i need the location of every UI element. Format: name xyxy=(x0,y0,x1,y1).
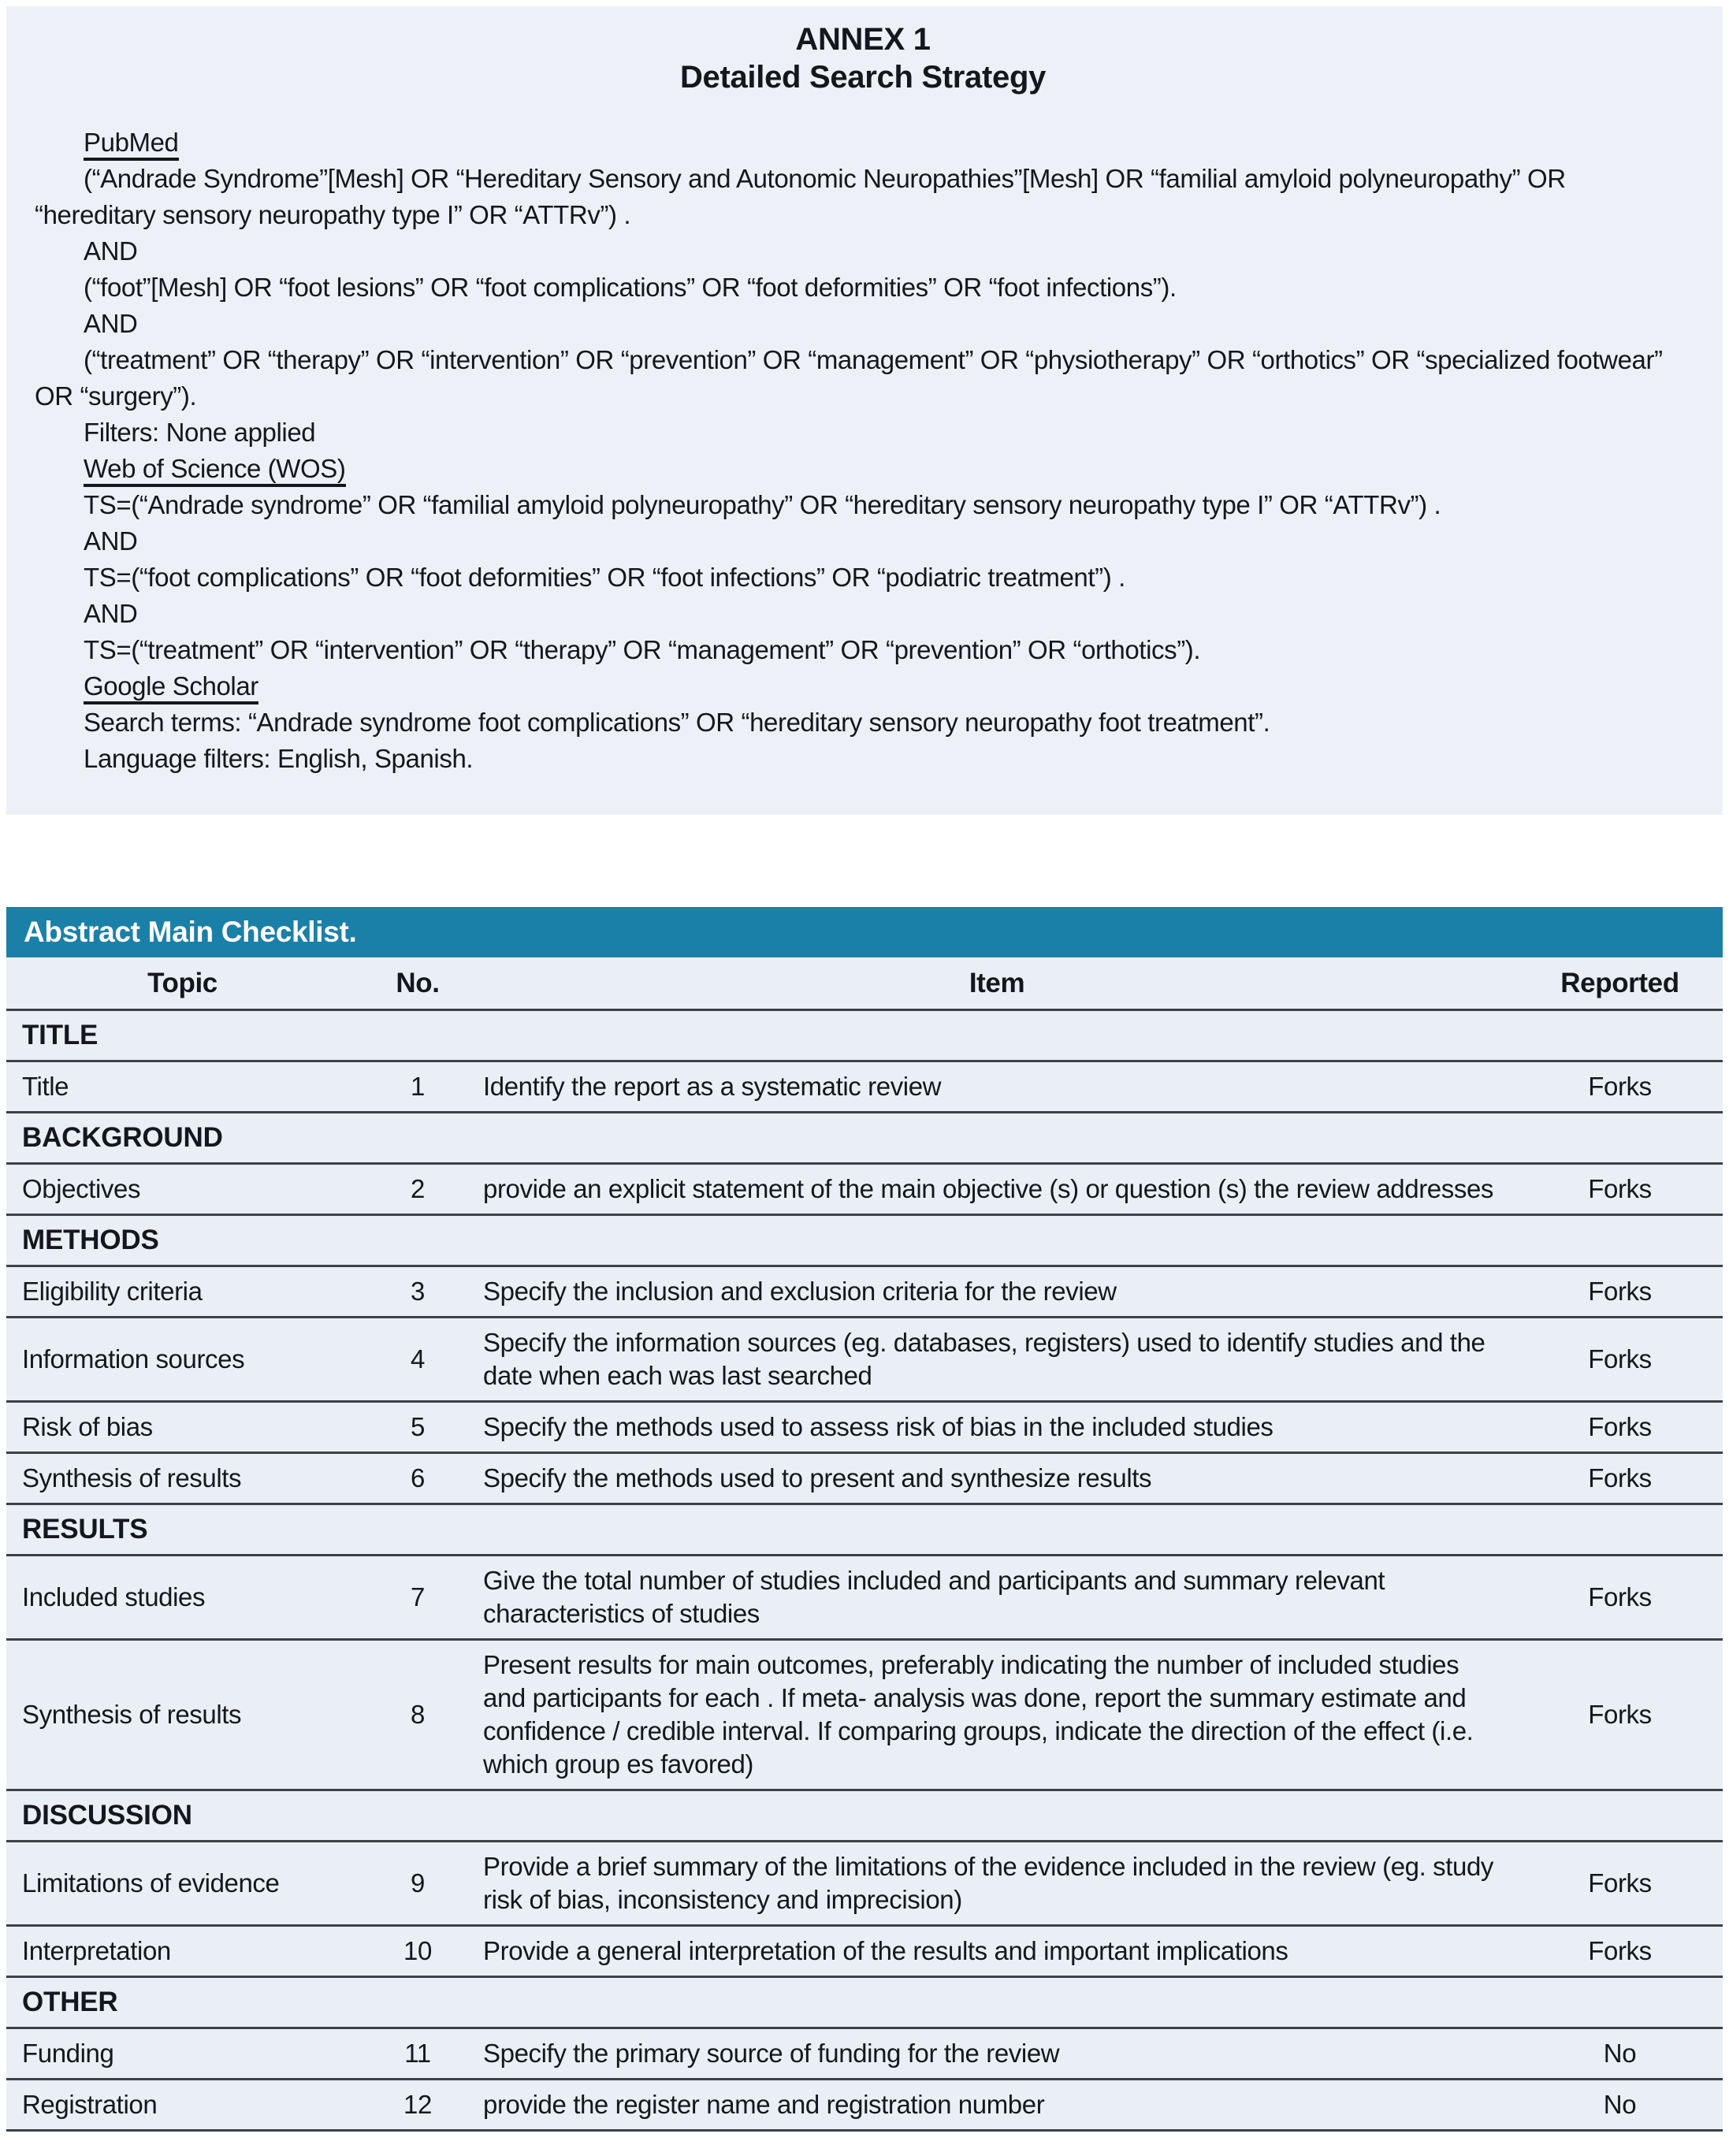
cell-no: 11 xyxy=(359,2028,477,2080)
cell-item: Specify the methods used to present and synthesize results xyxy=(477,1453,1517,1504)
database-heading xyxy=(35,125,1691,161)
cell-reported: Forks xyxy=(1517,1926,1723,1977)
database-heading-label: PubMed xyxy=(84,128,179,161)
cell-item: Specify the primary source of funding for the review xyxy=(477,2028,1517,2080)
cell-no: 5 xyxy=(359,1402,477,1453)
search-strategy-line: Language filters: English, Spanish. xyxy=(84,744,474,773)
cell-reported: Forks xyxy=(1517,1164,1723,1215)
checklist-row xyxy=(6,1640,1723,1790)
section-row-title xyxy=(6,1010,1723,1061)
search-strategy-line: AND xyxy=(84,599,138,628)
search-strategy-line: (“treatment” OR “therapy” OR “intervention” OR “prevention” OR “management” OR “physiotherapy” OR “orthotics” OR “specialized footwear” OR “surgery”). xyxy=(35,345,1663,411)
section-label: DISCUSSION xyxy=(6,1790,1723,1842)
cell-item: Provide a general interpretation of the results and important implications xyxy=(477,1926,1517,1977)
checklist-row xyxy=(6,1266,1723,1318)
cell-no: 9 xyxy=(359,1842,477,1926)
annex-title-line2: Detailed Search Strategy xyxy=(679,60,1047,95)
table-title: Abstract Main Checklist. xyxy=(24,916,357,948)
section-row-other xyxy=(6,1977,1723,2028)
cell-reported: Forks xyxy=(1517,1640,1723,1790)
checklist-row xyxy=(6,1453,1723,1504)
cell-topic: Limitations of evidence xyxy=(6,1842,359,1926)
cell-no: 3 xyxy=(359,1266,477,1318)
database-heading-label: Google Scholar xyxy=(84,671,258,704)
cell-reported: No xyxy=(1517,2080,1723,2131)
search-strategy-line: Filters: None applied xyxy=(84,418,316,447)
search-strategy-line: TS=(“Andrade syndrome” OR “familial amyloid polyneuropathy” OR “hereditary sensory neuropathy type I” OR “ATTRv”) . xyxy=(84,490,1441,519)
cell-item: Give the total number of studies included and participants and summary relevant characteristics of studies xyxy=(477,1556,1517,1640)
checklist-row xyxy=(6,2080,1723,2131)
checklist-table-body xyxy=(6,1010,1723,2131)
database-heading-label: Web of Science (WOS) xyxy=(84,454,346,487)
cell-item: Present results for main outcomes, preferably indicating the number of included studies and participants for each . If meta- analysis was done, report the summary estimate and confidence / credible interval. If comparing groups, indicate the direction of the effect (i.e. which group es favored) xyxy=(477,1640,1517,1790)
cell-reported: Forks xyxy=(1517,1556,1723,1640)
column-header-no: No. xyxy=(359,957,477,1010)
cell-reported: Forks xyxy=(1517,1453,1723,1504)
cell-no: 8 xyxy=(359,1640,477,1790)
cell-no: 2 xyxy=(359,1164,477,1215)
checklist-row xyxy=(6,1556,1723,1640)
checklist-row xyxy=(6,1164,1723,1215)
cell-reported: Forks xyxy=(1517,1402,1723,1453)
search-strategy-line: (“Andrade Syndrome”[Mesh] OR “Hereditary Sensory and Autonomic Neuropathies”[Mesh] OR “familial amyloid polyneuropathy” OR “hereditary sensory neuropathy type I” OR “ATTRv”) . xyxy=(35,164,1566,229)
cell-no: 12 xyxy=(359,2080,477,2131)
cell-item: provide an explicit statement of the main objective (s) or question (s) the review addresses xyxy=(477,1164,1517,1215)
database-heading xyxy=(35,451,1691,487)
cell-topic: Synthesis of results xyxy=(6,1453,359,1504)
checklist-row xyxy=(6,1926,1723,1977)
search-strategy-text xyxy=(35,125,1691,777)
search-strategy-line: TS=(“foot complications” OR “foot deformities” OR “foot infections” OR “podiatric treatment”) . xyxy=(84,563,1125,592)
checklist-table xyxy=(6,957,1723,2132)
cell-no: 4 xyxy=(359,1318,477,1402)
cell-topic: Objectives xyxy=(6,1164,359,1215)
cell-reported: Forks xyxy=(1517,1061,1723,1113)
column-header-row xyxy=(6,957,1723,1010)
cell-item: Specify the methods used to assess risk of bias in the included studies xyxy=(477,1402,1517,1453)
cell-topic: Interpretation xyxy=(6,1926,359,1977)
search-strategy-panel xyxy=(6,6,1723,815)
cell-reported: Forks xyxy=(1517,1842,1723,1926)
database-heading xyxy=(35,668,1691,704)
cell-item: provide the register name and registration number xyxy=(477,2080,1517,2131)
annex-title xyxy=(35,20,1691,96)
cell-reported: Forks xyxy=(1517,1266,1723,1318)
cell-no: 10 xyxy=(359,1926,477,1977)
cell-reported: Forks xyxy=(1517,1318,1723,1402)
section-label: RESULTS xyxy=(6,1504,1723,1556)
search-strategy-line: Search terms: “Andrade syndrome foot complications” OR “hereditary sensory neuropathy foot treatment”. xyxy=(84,708,1270,737)
search-strategy-line: AND xyxy=(84,526,138,556)
column-header-reported: Reported xyxy=(1517,957,1723,1010)
section-row-discussion xyxy=(6,1790,1723,1842)
cell-item: Specify the inclusion and exclusion criteria for the review xyxy=(477,1266,1517,1318)
section-label: TITLE xyxy=(6,1010,1723,1061)
column-header-item: Item xyxy=(477,957,1517,1010)
cell-topic: Title xyxy=(6,1061,359,1113)
cell-topic: Funding xyxy=(6,2028,359,2080)
checklist-table-card xyxy=(6,907,1723,2132)
cell-topic: Registration xyxy=(6,2080,359,2131)
section-label: OTHER xyxy=(6,1977,1723,2028)
search-strategy-line: TS=(“treatment” OR “intervention” OR “therapy” OR “management” OR “prevention” OR “orthotics”). xyxy=(84,635,1201,664)
cell-topic: Information sources xyxy=(6,1318,359,1402)
cell-topic: Risk of bias xyxy=(6,1402,359,1453)
search-strategy-line: (“foot”[Mesh] OR “foot lesions” OR “foot complications” OR “foot deformities” OR “foot infections”). xyxy=(84,273,1177,302)
section-row-results xyxy=(6,1504,1723,1556)
annex-title-line1: ANNEX 1 xyxy=(795,22,931,57)
cell-item: Specify the information sources (eg. databases, registers) used to identify studies and the date when each was last searched xyxy=(477,1318,1517,1402)
cell-item: Identify the report as a systematic review xyxy=(477,1061,1517,1113)
checklist-row xyxy=(6,1842,1723,1926)
table-title-bar xyxy=(6,907,1723,957)
checklist-row xyxy=(6,2028,1723,2080)
cell-reported: No xyxy=(1517,2028,1723,2080)
cell-topic: Eligibility criteria xyxy=(6,1266,359,1318)
section-label: METHODS xyxy=(6,1215,1723,1266)
section-label: BACKGROUND xyxy=(6,1113,1723,1164)
section-row-methods xyxy=(6,1215,1723,1266)
checklist-row xyxy=(6,1402,1723,1453)
cell-item: Provide a brief summary of the limitations of the evidence included in the review (eg. study risk of bias, inconsistency and imprecision) xyxy=(477,1842,1517,1926)
column-header-topic: Topic xyxy=(6,957,359,1010)
cell-no: 6 xyxy=(359,1453,477,1504)
section-row-background xyxy=(6,1113,1723,1164)
cell-topic: Included studies xyxy=(6,1556,359,1640)
cell-topic: Synthesis of results xyxy=(6,1640,359,1790)
search-strategy-line: AND xyxy=(84,236,138,266)
search-strategy-line: AND xyxy=(84,309,138,338)
cell-no: 1 xyxy=(359,1061,477,1113)
checklist-row xyxy=(6,1318,1723,1402)
cell-no: 7 xyxy=(359,1556,477,1640)
checklist-row xyxy=(6,1061,1723,1113)
